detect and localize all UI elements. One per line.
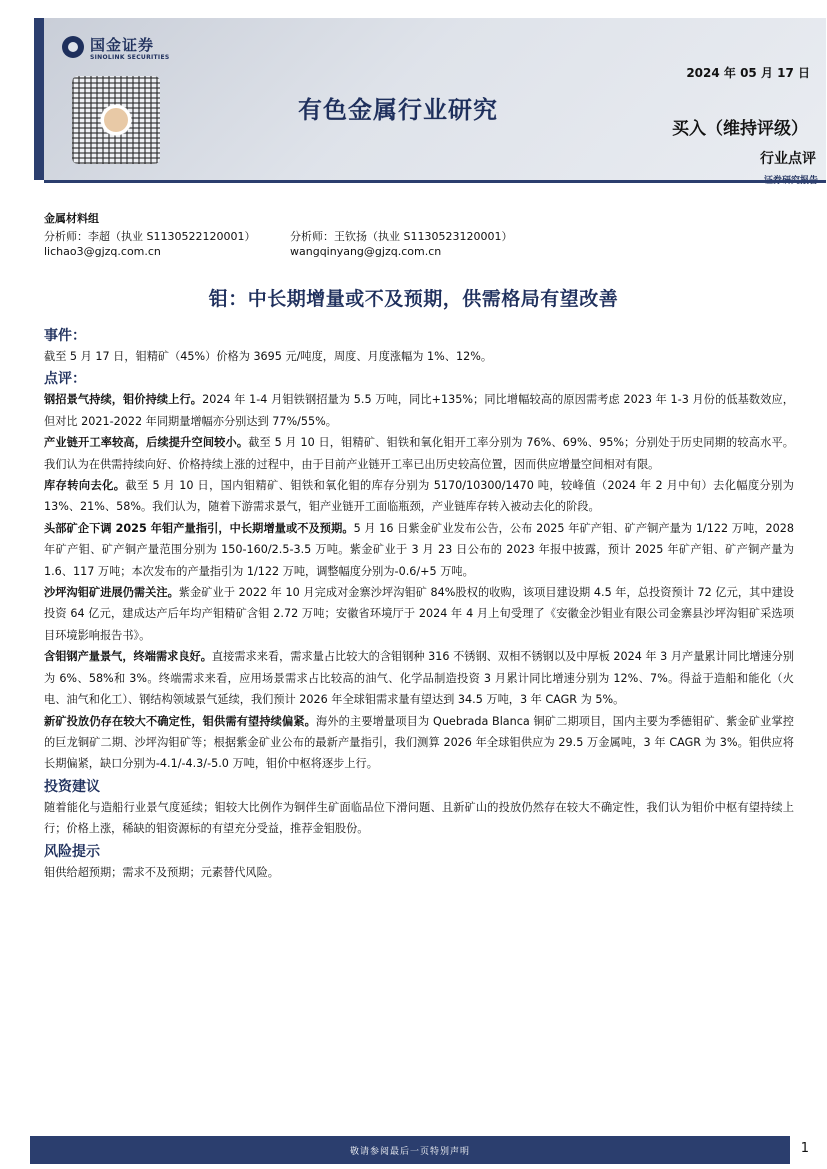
analyst-2-name: 分析师：王钦扬（执业 S1130523120001） <box>290 230 513 243</box>
paragraph-text: 紫金矿业于 2022 年 10 月完成对金寨沙坪沟钼矿 84%股权的收购，该项目建设期 4.5 年，总投资预计 72 亿元，其中建设投资 64 亿元，建成达产后年均产钼精矿含钼 2.72 万吨；安徽省环境厅于 2024 年 4 月上旬受理了《安徽金沙钼业有限公司金寨县沙坪沟钼矿采选项目环境影响报告书》。 <box>44 586 794 642</box>
logo-mark-icon <box>62 36 84 58</box>
investment-heading: 投资建议 <box>44 778 100 795</box>
paragraph-text: 5 月 16 日紫金矿业发布公告，公布 2025 年矿产钼、矿产铜产量为 1/122 万吨，2028 年矿产钼、矿产铜产量范围分别为 150-160/2.5-3.5 万吨。紫金矿业于 3 月 23 日公布的 2023 年报中披露，预计 2025 年矿产钼、矿产铜产量为 1.6、117 万吨；本次发布的产量指引为 1/122 万吨，调整幅度分别为-0.6/+5 万吨。 <box>44 521 794 578</box>
review-heading: 点评： <box>44 371 86 388</box>
industry-title: 有色金属行业研究 <box>298 96 498 124</box>
logo-text-cn: 国金证券 <box>90 36 155 54</box>
paragraph-lead: 沙坪沟钼矿进展仍需关注。 <box>44 586 179 600</box>
paragraph-lead: 新矿投放仍存在较大不确定性，钼供需有望持续偏紧。 <box>44 714 316 728</box>
paragraph-lead: 库存转向去化。 <box>44 479 126 493</box>
event-heading: 事件： <box>44 328 86 344</box>
paragraph-lead: 含钼钢产量景气，终端需求良好。 <box>44 650 212 664</box>
report-headline: 钼：中长期增量或不及预期，供需格局有望改善 <box>208 288 619 310</box>
paragraph-text: 直接需求来看，需求量占比较大的含钼钢种 316 不锈钢、双相不锈钢以及中厚板 2024 年 3 月产量累计同比增速分别为 6%、58%和 3%。终端需求来看，应用场景需求占比较高的油气、化学品制造投资 3 月累计同比增速分别为 12%、7%。得益于造船和能化（火电、油气和化工）、钢结构领域景气延续，我们预计 2026 年全球钼需求量有望达到 34.5 万吨，3 年 CAGR 为 5%。 <box>44 650 794 707</box>
logo-text-en: SINOLINK SECURITIES <box>90 54 170 61</box>
analyst-1-email[interactable]: lichao3@gjzq.com.cn <box>44 245 161 258</box>
paragraph-lead: 产业链开工率较高，后续提升空间较小。 <box>44 436 249 450</box>
risk-heading: 风险提示 <box>44 843 100 860</box>
paragraph-text: 截至 5 月 10 日，钼精矿、钼铁和氧化钼开工率分别为 76%、69%、95%；分别处于历史同期的较高水平。我们认为在供需持续向好、价格持续上涨的过程中，由于目前产业链开工率已出历史较高位置，因而供应增量空间相对有限。 <box>44 436 794 471</box>
analyst-2-email[interactable]: wangqinyang@gjzq.com.cn <box>290 245 442 258</box>
review-paragraph <box>44 646 794 710</box>
report-type: 行业点评 <box>760 151 816 167</box>
paragraph-text: 2024 年 1-4 月钼铁钢招量为 5.5 万吨，同比+135%；同比增幅较高的原因需考虑 2023 年 1-3 月份的低基数效应，但对比 2021-2022 年同期量增幅亦分别达到 77%/55%。 <box>44 393 794 428</box>
review-paragraph <box>44 711 794 775</box>
paragraph-text: 海外的主要增量项目为 Quebrada Blanca 铜矿二期项目，国内主要为季德钼矿、紫金矿业掌控的巨龙铜矿二期、沙坪沟钼矿等；根据紫金矿业公布的最新产量指引，我们测算 2026 年全球钼供应为 29.5 万金属吨，3 年 CAGR 为 3%。钼供应将长期偏紧，缺口分别为-4.1/-4.3/-5.0 万吨，钼价中枢将逐步上行。 <box>44 714 794 771</box>
review-paragraph <box>44 582 794 646</box>
company-logo <box>62 34 182 66</box>
review-paragraph <box>44 389 794 432</box>
qr-center-emblem-icon <box>102 106 130 134</box>
analyst-group: 金属材料组 <box>44 212 99 225</box>
paragraph-lead: 钢招景气持续，钼价持续上行。 <box>44 393 203 407</box>
footer-bar <box>30 1136 790 1164</box>
review-paragraph <box>44 475 794 518</box>
rating: 买入（维持评级） <box>672 119 808 139</box>
report-date: 2024 年 05 月 17 日 <box>686 66 810 80</box>
risk-text: 钼供给超预期；需求不及预期；元素替代风险。 <box>44 865 279 879</box>
paragraph-text: 截至 5 月 10 日，国内钼精矿、钼铁和氧化钼的库存分别为 5170/10300/1470 吨，较峰值（2024 年 2 月中旬）去化幅度分别为 13%、21%、58%。我们认为，随着下游需求景气，钼产业链开工面临瓶颈，产业链库存转入被动去化的阶段。 <box>44 479 794 514</box>
report-body <box>44 326 794 883</box>
analyst-1-name: 分析师：李超（执业 S1130522120001） <box>44 230 256 243</box>
investment-text: 随着能化与造船行业景气度延续；钼较大比例作为铜伴生矿面临品位下滑问题、且新矿山的投放仍然存在较大不确定性，我们认为钼价中枢有望持续上行；价格上涨，稀缺的钼资源标的有望充分受益，推荐金钼股份。 <box>44 800 794 836</box>
paragraph-lead: 头部矿企下调 2025 年钼产量指引，中长期增量或不及预期。 <box>44 521 354 535</box>
footer-disclaimer: 敬请参阅最后一页特别声明 <box>349 1147 470 1157</box>
review-paragraph <box>44 518 794 582</box>
review-paragraph <box>44 432 794 475</box>
banner-underline <box>44 180 826 183</box>
page-number: 1 <box>800 1141 809 1156</box>
banner-accent-bar <box>34 18 44 180</box>
event-text: 截至 5 月 17 日，钼精矿（45%）价格为 3695 元/吨度，周度、月度涨幅为 1%、12%。 <box>44 350 493 363</box>
